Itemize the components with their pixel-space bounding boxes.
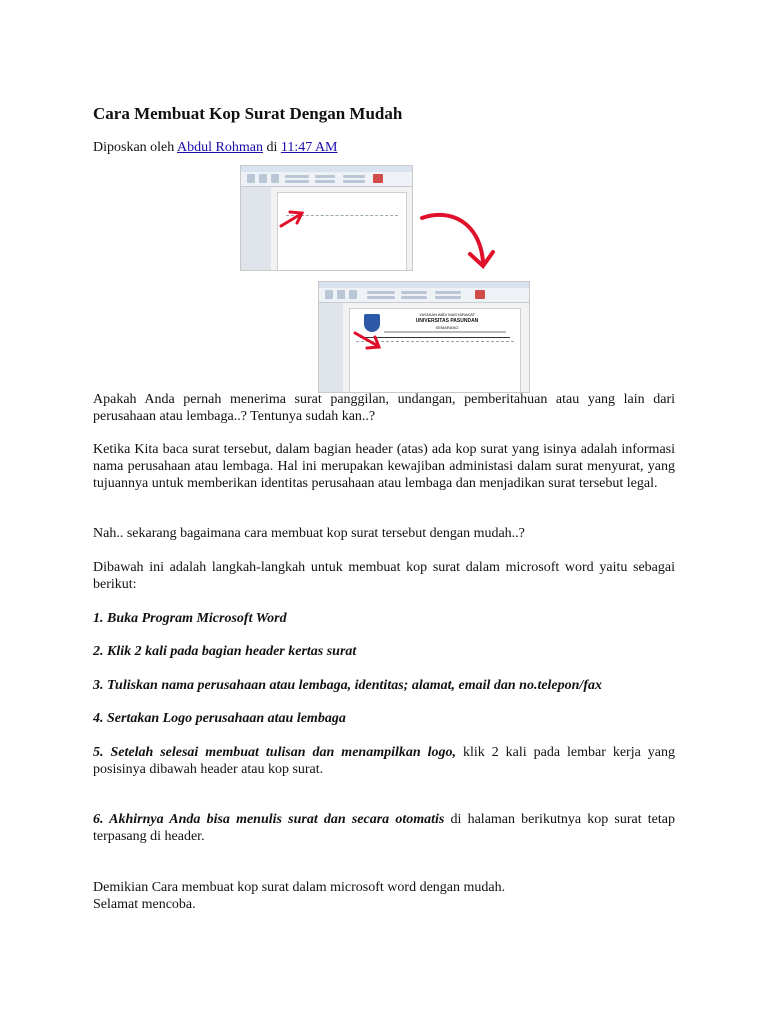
paragraph-question: Nah.. sekarang bagaimana cara membuat kop surat tersebut dengan mudah..? (93, 526, 525, 541)
paragraph-steps-intro: Dibawah ini adalah langkah-langkah untuk membuat kop surat dalam microsoft word yaitu sebagai berikut: (93, 560, 675, 592)
letterhead (360, 311, 510, 338)
closing-greeting: Selamat mencoba. (93, 897, 196, 912)
document-margin (319, 303, 343, 392)
post-title: Cara Membuat Kop Surat Dengan Mudah (93, 104, 403, 123)
step-1: 1. Buka Program Microsoft Word (93, 611, 287, 626)
letterhead-line-2: UNIVERSITAS PASUNDAN (415, 318, 479, 324)
document-margin (241, 187, 271, 270)
header-boundary (286, 215, 398, 216)
time-link[interactable]: 11:47 AM (280, 140, 338, 155)
paragraph-explain: Ketika Kita baca surat tersebut, dalam bagian header (atas) ada kop surat yang isinya adalah informasi nama perusahaan atau lembaga. Hal ini merupakan kewajiban administasi dalam surat menyurat, yang tujuannya untuk memberikan identitas perusahaan atau lembaga dan menjadikan surat tersebut legal. (93, 442, 675, 491)
screenshot-word-header-empty (240, 165, 413, 271)
step-2: 2. Klik 2 kali pada bagian header kertas surat (93, 644, 357, 659)
letterhead-line-1: YAYASAN ABDI MASYARAKAT (418, 312, 476, 317)
arrow-2-icon (422, 215, 493, 266)
ribbon-tabs (241, 166, 412, 172)
screenshot-word-header-filled (318, 281, 530, 393)
ribbon-tabs (319, 282, 529, 288)
document-page (277, 192, 407, 271)
post-meta (93, 140, 338, 156)
document-page (349, 308, 521, 393)
paragraph-intro: Apakah Anda pernah menerima surat panggilan, undangan, pemberitahuan atau yang lain dari perusahaan atau lembaga..? Tentunya sudah kan..? (93, 392, 675, 424)
step-5-text: klik 2 kali pada lembar kerja yang posisinya dibawah header atau kop surat. (93, 745, 675, 777)
letterhead-line-3: SEMARANG (435, 325, 459, 330)
step-6-bold: 6. Akhirnya Anda bisa menulis surat dan secara otomatis (93, 812, 445, 827)
step-5-bold: 5. Setelah selesai membuat tulisan dan menampilkan logo, (93, 745, 456, 760)
posted-by-label: Diposkan oleh (93, 140, 175, 155)
closing-line: Demikian Cara membuat kop surat dalam microsoft word dengan mudah. (93, 880, 506, 895)
posted-at-label: di (266, 140, 278, 155)
ribbon (241, 166, 412, 187)
header-boundary (356, 341, 514, 342)
author-link[interactable]: Abdul Rohman (177, 140, 263, 155)
step-6 (93, 811, 675, 845)
step-3: 3. Tuliskan nama perusahaan atau lembaga, identitas; alamat, email dan no.telepon/fax (93, 678, 602, 693)
step-4: 4. Sertakan Logo perusahaan atau lembaga (93, 711, 346, 726)
step-5 (93, 744, 675, 778)
step-6-text: di halaman berikutnya kop surat tetap terpasang di header. (93, 812, 675, 844)
university-logo (364, 314, 380, 332)
ribbon (319, 282, 529, 303)
